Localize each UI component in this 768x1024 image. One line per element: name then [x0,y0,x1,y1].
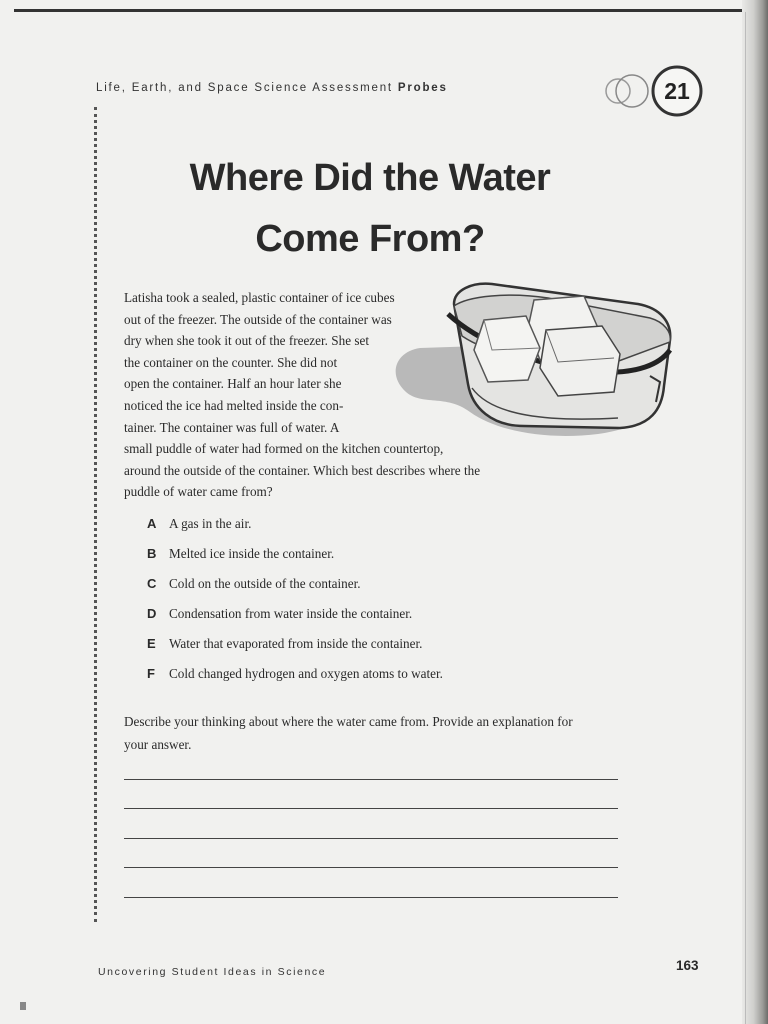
choice-letter: A [147,516,157,531]
choice-text: Water that evaporated from inside the container. [169,636,423,651]
choice-b[interactable] [147,546,443,576]
running-header-bold: Probes [397,82,448,94]
probe-number-badge [602,64,706,120]
prompt-line: Describe your thinking about where the water came from. Provide an explanation for [124,714,573,729]
scenario-line: noticed the ice had melted inside the con- [124,397,344,413]
ice-cube-3 [540,326,620,396]
choice-text: Cold on the outside of the container. [169,576,361,591]
running-header [96,82,448,94]
dotted-margin-rule [94,107,97,922]
choice-letter: D [147,606,157,621]
top-border [14,9,766,12]
scan-corner-mark [20,1002,26,1010]
answer-line-2[interactable] [124,808,618,809]
title-line-2: Come From? [255,218,485,260]
choice-text: Cold changed hydrogen and oxygen atoms to water. [169,666,443,681]
scenario-line: Latisha took a sealed, plastic container of ice cubes [124,290,395,305]
prompt-line: your answer. [124,737,192,752]
scenario-line: out of the freezer. The outside of the container was [124,311,392,327]
choice-text: Melted ice inside the container. [169,546,335,561]
scenario-line: small puddle of water had formed on the kitchen countertop, [124,441,444,457]
scenario-line: dry when she took it out of the freezer. She set [124,333,369,349]
choice-letter: E [147,636,156,651]
probe-number: 21 [664,78,690,104]
choice-letter: B [147,546,157,561]
explanation-prompt [124,710,644,756]
choice-e[interactable] [147,636,443,666]
choice-d[interactable] [147,606,443,636]
answer-line-5[interactable] [124,897,618,898]
footer-book-title: Uncovering Student Ideas in Science [98,966,327,978]
answer-choices [147,516,443,696]
choice-letter: C [147,576,157,591]
page-edge-line [745,12,746,1024]
running-header-text: Life, Earth, and Space Science Assessment [96,82,393,94]
scenario-line: open the container. Half an hour later she [124,376,342,392]
scenario-line: tainer. The container was full of water. A [124,419,340,435]
scenario-line: puddle of water came from? [124,484,273,500]
choice-text: A gas in the air. [169,516,252,531]
answer-line-1[interactable] [124,779,618,780]
title-line-1: Where Did the Water [189,157,551,199]
answer-line-4[interactable] [124,867,618,868]
choice-a[interactable] [147,516,443,546]
page-number: 163 [676,958,699,973]
scenario-line: the container on the counter. She did not [124,354,338,370]
choice-c[interactable] [147,576,443,606]
scenario-line: around the outside of the container. Which best describes where the [124,462,481,478]
choice-text: Condensation from water inside the container. [169,606,413,621]
choice-f[interactable] [147,666,443,696]
choice-letter: F [147,666,155,681]
scenario-text [124,287,544,503]
page-title [110,148,630,270]
answer-line-3[interactable] [124,838,618,839]
badge-ring-middle [616,75,648,107]
